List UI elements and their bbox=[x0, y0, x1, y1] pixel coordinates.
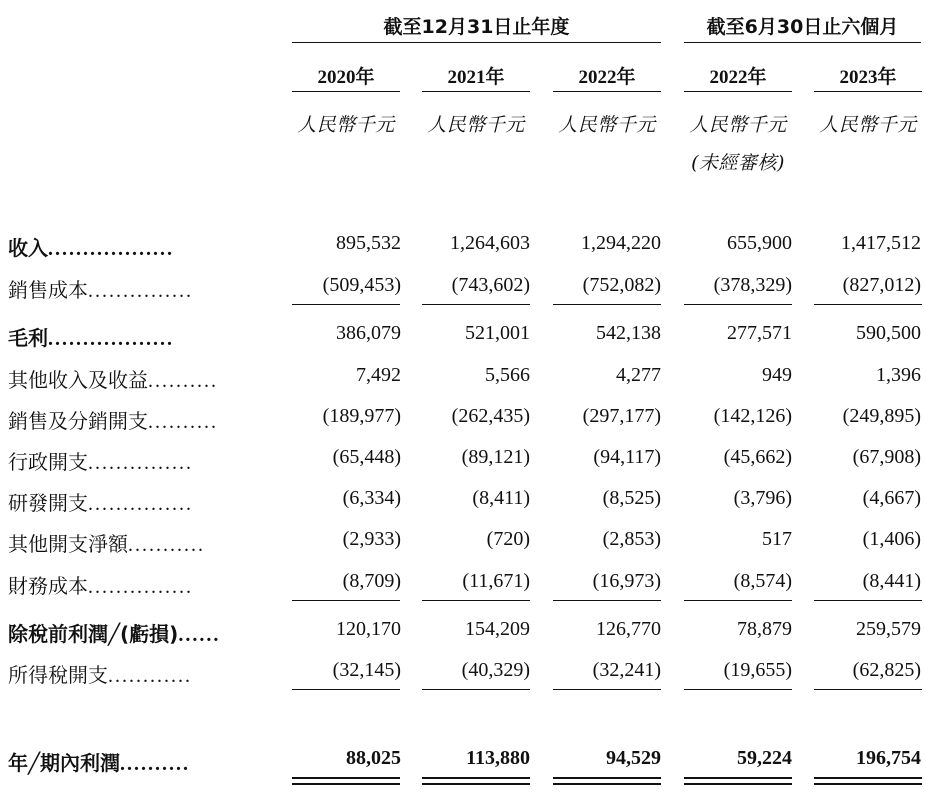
column-year-2: 2022年 bbox=[578, 67, 636, 88]
row-value-col-4: (4,667) bbox=[862, 487, 921, 509]
period-header-rule bbox=[684, 42, 921, 43]
total-double-rule bbox=[553, 783, 661, 785]
row-value-col-2: (32,241) bbox=[592, 659, 661, 681]
column-year-rule bbox=[814, 91, 922, 92]
column-year-rule bbox=[292, 91, 400, 92]
row-value-col-2: (8,525) bbox=[602, 487, 661, 509]
total-double-rule bbox=[292, 783, 400, 785]
row-value-col-1: 154,209 bbox=[465, 618, 530, 640]
row-value-col-3: (378,329) bbox=[713, 274, 792, 296]
row-value-col-2: (297,177) bbox=[582, 405, 661, 427]
column-unit-0: 人民幣千元 bbox=[297, 114, 395, 136]
row-value-col-2: 126,770 bbox=[596, 618, 661, 640]
total-double-rule bbox=[814, 783, 922, 785]
row-value-col-3: (3,796) bbox=[733, 487, 792, 509]
row-value-col-2: (16,973) bbox=[592, 570, 661, 592]
row-leader-dots: ........... bbox=[128, 534, 205, 556]
column-year-rule bbox=[553, 91, 661, 92]
row-label bbox=[8, 232, 174, 261]
row-value-col-3: 517 bbox=[762, 528, 792, 550]
row-value-col-2: 542,138 bbox=[596, 322, 661, 344]
row-value-col-4: 590,500 bbox=[856, 322, 921, 344]
row-label bbox=[8, 747, 190, 776]
column-year-rule bbox=[684, 91, 792, 92]
row-label bbox=[8, 322, 174, 351]
total-double-rule bbox=[684, 783, 792, 785]
subtotal-rule bbox=[684, 304, 792, 305]
row-value-col-0: 386,079 bbox=[336, 322, 401, 344]
row-value-col-0: (6,334) bbox=[342, 487, 401, 509]
period-header-rule bbox=[292, 42, 661, 43]
row-value-col-0: (32,145) bbox=[332, 659, 401, 681]
row-value-col-4: 196,754 bbox=[856, 747, 921, 769]
row-value-col-1: 5,566 bbox=[485, 364, 530, 386]
row-label bbox=[8, 487, 193, 516]
row-leader-dots: .......... bbox=[148, 370, 218, 392]
row-value-col-4: 259,579 bbox=[856, 618, 921, 640]
row-leader-dots: ............... bbox=[88, 576, 193, 598]
row-value-col-2: (2,853) bbox=[602, 528, 661, 550]
row-value-col-0: (2,933) bbox=[342, 528, 401, 550]
column-year-1: 2021年 bbox=[447, 67, 505, 88]
row-label bbox=[8, 570, 193, 599]
row-value-col-3: (45,662) bbox=[723, 446, 792, 468]
row-value-col-2: (94,117) bbox=[593, 446, 661, 468]
total-double-rule bbox=[422, 777, 530, 779]
subtotal-rule bbox=[684, 600, 792, 601]
row-value-col-3: 949 bbox=[762, 364, 792, 386]
subtotal-rule bbox=[422, 600, 530, 601]
row-label-text: 除稅前利潤╱(虧損) bbox=[8, 622, 179, 646]
row-value-col-0: (189,977) bbox=[322, 405, 401, 427]
subtotal-rule bbox=[684, 689, 792, 690]
row-value-col-2: 4,277 bbox=[616, 364, 661, 386]
row-value-col-1: (262,435) bbox=[451, 405, 530, 427]
row-value-col-0: 7,492 bbox=[356, 364, 401, 386]
subtotal-rule bbox=[814, 689, 922, 690]
subtotal-rule bbox=[814, 600, 922, 601]
row-value-col-3: 655,900 bbox=[727, 232, 792, 254]
subtotal-rule bbox=[422, 304, 530, 305]
row-value-col-0: 895,532 bbox=[336, 232, 401, 254]
row-value-col-4: 1,396 bbox=[876, 364, 921, 386]
subtotal-rule bbox=[553, 304, 661, 305]
row-label bbox=[8, 364, 218, 393]
column-unit-3: 人民幣千元 bbox=[689, 114, 787, 136]
row-leader-dots: .................. bbox=[48, 238, 174, 260]
row-value-col-1: 1,264,603 bbox=[450, 232, 530, 254]
subtotal-rule bbox=[292, 600, 400, 601]
row-value-col-1: (743,602) bbox=[451, 274, 530, 296]
row-value-col-3: (142,126) bbox=[713, 405, 792, 427]
row-value-col-1: 113,880 bbox=[466, 747, 530, 769]
row-value-col-0: (509,453) bbox=[322, 274, 401, 296]
row-label-text: 銷售成本 bbox=[8, 278, 88, 302]
row-label bbox=[8, 618, 220, 647]
row-value-col-1: (720) bbox=[486, 528, 530, 550]
row-label bbox=[8, 528, 205, 557]
subtotal-rule bbox=[292, 304, 400, 305]
row-value-col-0: (8,709) bbox=[342, 570, 401, 592]
column-unit-4: 人民幣千元 bbox=[819, 114, 917, 136]
column-year-4: 2023年 bbox=[839, 67, 897, 88]
row-label-text: 銷售及分銷開支 bbox=[8, 409, 148, 433]
subtotal-rule bbox=[422, 689, 530, 690]
column-year-rule bbox=[422, 91, 530, 92]
row-value-col-1: (8,411) bbox=[472, 487, 530, 509]
row-leader-dots: ............... bbox=[88, 280, 193, 302]
row-value-col-4: (8,441) bbox=[862, 570, 921, 592]
row-value-col-3: 59,224 bbox=[737, 747, 792, 769]
row-value-col-4: 1,417,512 bbox=[841, 232, 921, 254]
row-label-text: 收入 bbox=[8, 236, 48, 260]
row-value-col-2: (752,082) bbox=[582, 274, 661, 296]
total-double-rule bbox=[553, 777, 661, 779]
row-label-text: 年╱期內利潤 bbox=[8, 751, 121, 775]
row-leader-dots: .......... bbox=[120, 753, 191, 775]
subtotal-rule bbox=[814, 304, 922, 305]
row-value-col-4: (67,908) bbox=[852, 446, 921, 468]
row-label bbox=[8, 274, 193, 303]
period-header-six-months: 截至6月30日止六個月 bbox=[706, 16, 899, 38]
row-label-text: 研發開支 bbox=[8, 491, 88, 515]
column-note-unaudited: (未經審核) bbox=[691, 152, 785, 174]
row-value-col-3: (19,655) bbox=[723, 659, 792, 681]
row-value-col-2: 1,294,220 bbox=[581, 232, 661, 254]
subtotal-rule bbox=[553, 689, 661, 690]
row-value-col-4: (827,012) bbox=[842, 274, 921, 296]
row-leader-dots: ............... bbox=[88, 452, 193, 474]
row-label-text: 毛利 bbox=[8, 326, 48, 350]
row-value-col-1: (11,671) bbox=[462, 570, 530, 592]
row-label-text: 財務成本 bbox=[8, 574, 88, 598]
row-value-col-4: (1,406) bbox=[862, 528, 921, 550]
row-value-col-0: 88,025 bbox=[346, 747, 401, 769]
column-unit-1: 人民幣千元 bbox=[427, 114, 525, 136]
row-value-col-1: 521,001 bbox=[465, 322, 530, 344]
row-value-col-3: (8,574) bbox=[733, 570, 792, 592]
row-value-col-2: 94,529 bbox=[606, 747, 661, 769]
total-double-rule bbox=[814, 777, 922, 779]
row-leader-dots: ............ bbox=[108, 665, 192, 687]
row-label bbox=[8, 659, 192, 688]
row-leader-dots: .......... bbox=[148, 411, 218, 433]
row-value-col-4: (249,895) bbox=[842, 405, 921, 427]
total-double-rule bbox=[684, 777, 792, 779]
row-leader-dots: .................. bbox=[48, 328, 174, 350]
row-value-col-0: (65,448) bbox=[332, 446, 401, 468]
row-value-col-1: (89,121) bbox=[461, 446, 530, 468]
row-label-text: 其他收入及收益 bbox=[8, 368, 148, 392]
total-double-rule bbox=[292, 777, 400, 779]
row-value-col-0: 120,170 bbox=[336, 618, 401, 640]
row-value-col-3: 78,879 bbox=[737, 618, 792, 640]
subtotal-rule bbox=[292, 689, 400, 690]
column-unit-2: 人民幣千元 bbox=[558, 114, 656, 136]
subtotal-rule bbox=[553, 600, 661, 601]
column-year-0: 2020年 bbox=[317, 67, 375, 88]
row-label-text: 行政開支 bbox=[8, 450, 88, 474]
period-header-year-ended: 截至12月31日止年度 bbox=[383, 16, 570, 38]
row-value-col-1: (40,329) bbox=[461, 659, 530, 681]
row-label-text: 所得稅開支 bbox=[8, 663, 108, 687]
row-leader-dots: ............... bbox=[88, 493, 193, 515]
row-label bbox=[8, 446, 193, 475]
row-value-col-3: 277,571 bbox=[727, 322, 792, 344]
row-value-col-4: (62,825) bbox=[852, 659, 921, 681]
row-leader-dots: ...... bbox=[178, 624, 221, 646]
row-label bbox=[8, 405, 218, 434]
row-label-text: 其他開支淨額 bbox=[8, 532, 128, 556]
column-year-3: 2022年 bbox=[709, 67, 767, 88]
total-double-rule bbox=[422, 783, 530, 785]
